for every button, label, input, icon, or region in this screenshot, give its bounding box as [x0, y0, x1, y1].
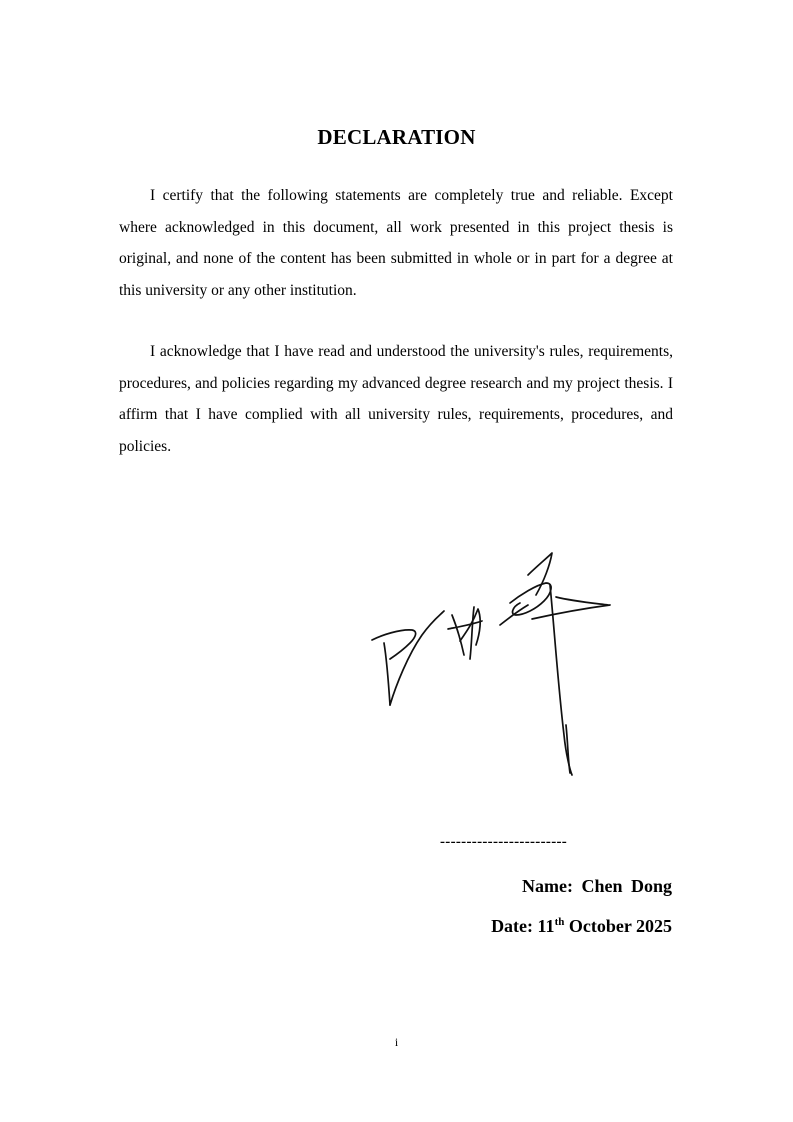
paragraph-certification: I certify that the following statements are completely true and reliable. Except where acknowledged in this document, all work presented in this project thesis is original, and none of the content has been submitted in whole or in part for a degree at this university or any other institution.: [119, 187, 673, 299]
date-ordinal-suffix: th: [554, 916, 565, 928]
date-day: 11: [537, 916, 555, 936]
name-value: Chen Dong: [581, 876, 672, 896]
date-month-year: October 2025: [568, 916, 672, 936]
name-label: Name:: [521, 876, 573, 896]
signature-line: ------------------------: [440, 834, 568, 850]
paragraph-acknowledgement: I acknowledge that I have read and understood the university's rules, requirements, procedures, and policies regarding my advanced degree research and my project thesis. I affirm that I have complied with all university rules, requirements, procedures, and policies.: [119, 343, 673, 455]
page-number: i: [394, 1035, 399, 1049]
page-title: DECLARATION: [317, 125, 476, 149]
date-label: Date:: [491, 916, 534, 936]
handwritten-signature: [360, 545, 620, 785]
declaration-date: [491, 916, 672, 937]
signer-name: [522, 876, 672, 897]
